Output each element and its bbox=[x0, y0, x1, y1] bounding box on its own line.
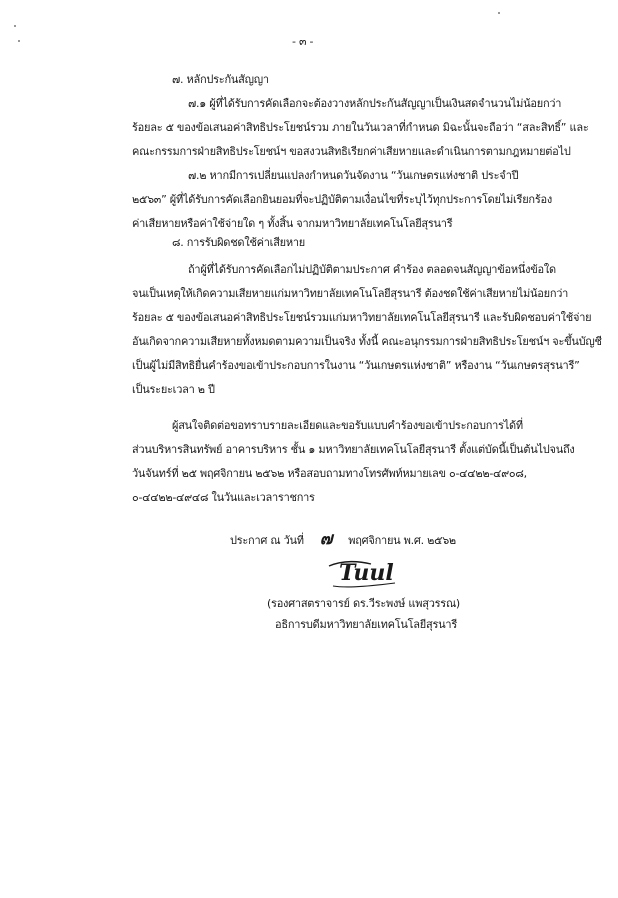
paragraph-line: ๗.๒ หากมีการเปลี่ยนแปลงกำหนดวันจัดงาน “วันเกษตรแห่งชาติ ประจำปี bbox=[188, 169, 519, 182]
signature bbox=[325, 558, 405, 592]
scan-speck bbox=[498, 12, 500, 14]
scan-speck bbox=[18, 40, 20, 42]
paragraph-line: ๒๕๖๓” ผู้ที่ได้รับการคัดเลือกยินยอมที่จะปฏิบัติตามเงื่อนไขที่ระบุไว้ทุกประการโดยไม่เรียกร้อง bbox=[132, 193, 552, 206]
announcement-day: ๗ bbox=[319, 529, 333, 549]
paragraph-line: ผู้สนใจติดต่อขอทราบรายละเอียดและขอรับแบบคำร้องขอเข้าประกอบการได้ที่ bbox=[172, 419, 523, 432]
announcement-month-year: พฤศจิกายน พ.ศ. ๒๕๖๒ bbox=[348, 534, 456, 547]
paragraph-line: คณะกรรมการฝ่ายสิทธิประโยชน์ฯ ขอสงวนสิทธิเรียกค่าเสียหายและดำเนินการตามกฎหมายต่อไป bbox=[132, 145, 571, 158]
paragraph-line: จนเป็นเหตุให้เกิดความเสียหายแก่มหาวิทยาลัยเทคโนโลยีสุรนารี ต้องชดใช้ค่าเสียหายไม่น้อยกว่า bbox=[132, 287, 569, 300]
signer-title: อธิการบดีมหาวิทยาลัยเทคโนโลยีสุรนารี bbox=[275, 618, 457, 631]
paragraph-line: ร้อยละ ๕ ของข้อเสนอค่าสิทธิประโยชน์รวม ภายในวันเวลาที่กำหนด มิฉะนั้นจะถือว่า “สละสิทธิ์” และ bbox=[132, 121, 589, 134]
paragraph-line: ร้อยละ ๕ ของข้อเสนอค่าสิทธิประโยชน์รวมแก่มหาวิทยาลัยเทคโนโลยีสุรนารี และรับผิดชอบค่าใช้จ่าย bbox=[132, 311, 592, 324]
paragraph-line: เป็นระยะเวลา ๒ ปี bbox=[132, 383, 215, 396]
paragraph-line: ๐-๔๔๒๒-๔๙๔๘ ในวันและเวลาราชการ bbox=[132, 491, 315, 504]
announcement-prefix: ประกาศ ณ วันที่ bbox=[230, 534, 304, 547]
paragraph-line: ถ้าผู้ที่ได้รับการคัดเลือกไม่ปฏิบัติตามประกาศ คำร้อง ตลอดจนสัญญาข้อหนึ่งข้อใด bbox=[188, 263, 556, 276]
section-7-heading: ๗. หลักประกันสัญญา bbox=[172, 73, 269, 86]
paragraph-line: ส่วนบริหารสินทรัพย์ อาคารบริหาร ชั้น ๑ มหาวิทยาลัยเทคโนโลยีสุรนารี ตั้งแต่บัดนี้เป็นต้นไปจนถึง bbox=[132, 443, 575, 456]
announcement-date bbox=[230, 529, 456, 549]
signer-name: (รองศาสตราจารย์ ดร.วีระพงษ์ แพสุวรรณ) bbox=[267, 597, 460, 610]
section-8-heading: ๘. การรับผิดชดใช้ค่าเสียหาย bbox=[172, 236, 305, 249]
paragraph-line: ๗.๑ ผู้ที่ได้รับการคัดเลือกจะต้องวางหลักประกันสัญญาเป็นเงินสดจำนวนไม่น้อยกว่า bbox=[188, 97, 562, 110]
paragraph-line: เป็นผู้ไม่มีสิทธิยื่นคำร้องขอเข้าประกอบการในงาน “วันเกษตรแห่งชาติ” หรืองาน “วันเกษตรสุรนารี” bbox=[132, 359, 580, 372]
paragraph-line: ค่าเสียหายหรือค่าใช้จ่ายใด ๆ ทั้งสิ้น จากมหาวิทยาลัยเทคโนโลยีสุรนารี bbox=[132, 217, 453, 230]
page-number: - ๓ - bbox=[292, 35, 314, 48]
paragraph-line: วันจันทร์ที่ ๒๕ พฤศจิกายน ๒๕๖๒ หรือสอบถามทางโทรศัพท์หมายเลข ๐-๔๔๒๒-๔๙๐๘, bbox=[132, 467, 527, 480]
paragraph-line: อันเกิดจากความเสียหายทั้งหมดตามความเป็นจริง ทั้งนี้ คณะอนุกรรมการฝ่ายสิทธิประโยชน์ฯ จะขึ้นบัญชี bbox=[132, 335, 602, 348]
scan-speck bbox=[14, 25, 16, 27]
signature-text: Tuul bbox=[339, 560, 394, 586]
